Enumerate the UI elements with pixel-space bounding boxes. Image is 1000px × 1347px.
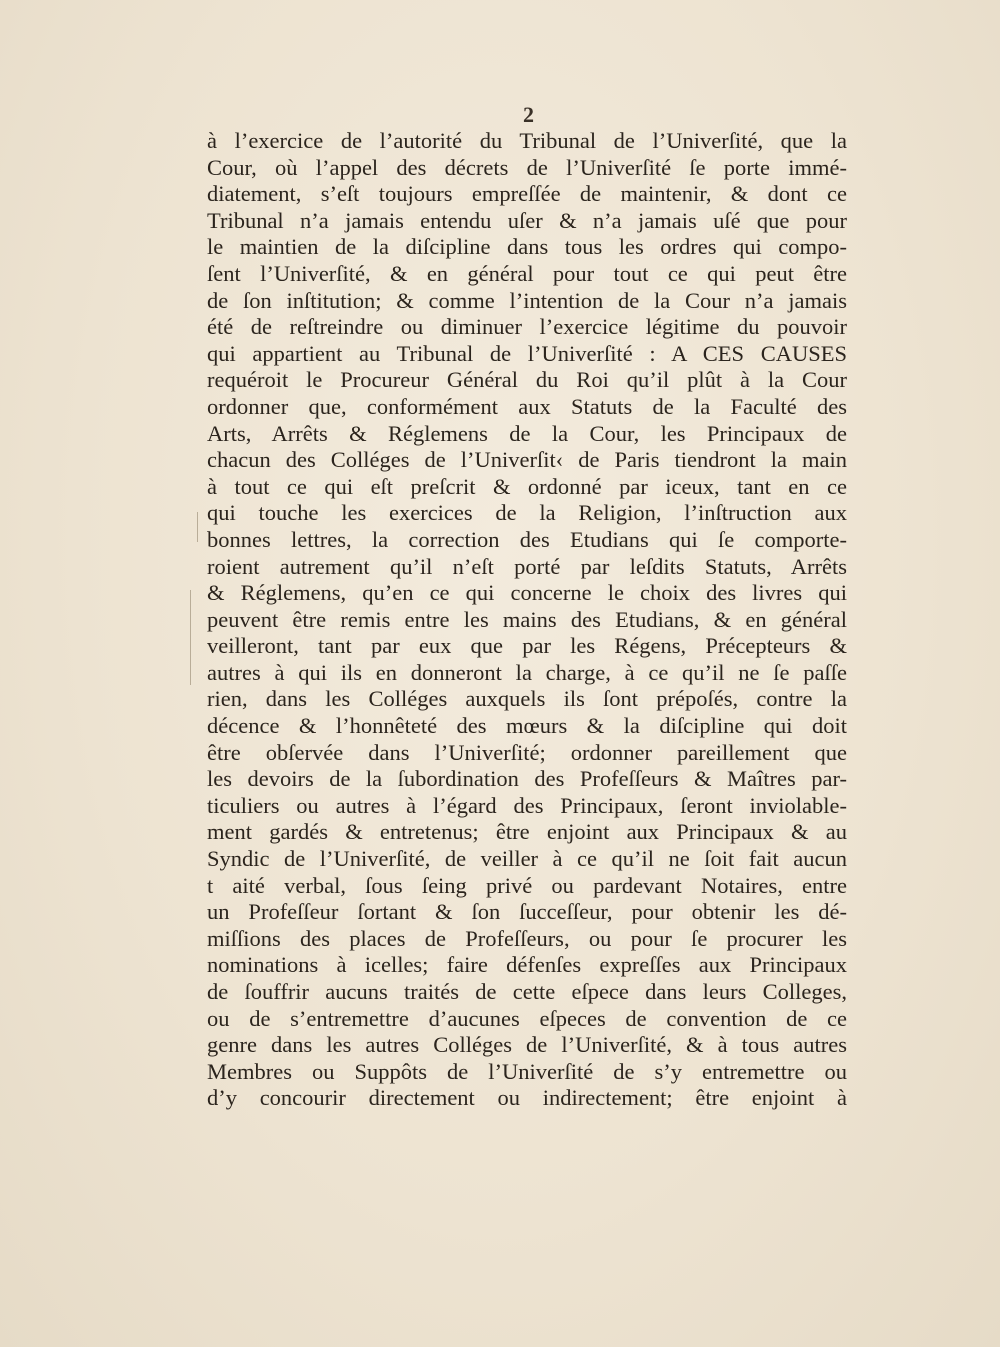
text-line: chacun des Colléges de l’Univerſit‹ de Paris tiendront la main bbox=[207, 447, 847, 473]
text-line: ticuliers ou autres à l’égard des Principaux, ſeront inviolable- bbox=[207, 792, 847, 818]
text-line: bonnes lettres, la correction des Etudians qui ſe comporte- bbox=[207, 526, 847, 552]
text-line: de ſouffrir aucuns traités de cette eſpece dans leurs Colleges, bbox=[207, 979, 847, 1004]
margin-mark-middle bbox=[190, 590, 191, 685]
text-line: ſent l’Univerſité, & en général pour tout ce qui peut être bbox=[207, 260, 847, 286]
text-line: les devoirs de la ſubordination des Profeſſeurs & Maîtres par- bbox=[207, 766, 847, 792]
text-line: & Réglemens, qu’en ce qui concerne le choix des livres qui bbox=[207, 580, 847, 606]
text-line: veilleront, tant par eux que par les Régens, Précepteurs & bbox=[207, 633, 847, 659]
text-line: roient autrement qu’il n’eſt porté par leſdits Statuts, Arrêts bbox=[207, 553, 847, 579]
text-line: t aité verbal, ſous ſeing privé ou pardevant Notaires, entre bbox=[207, 872, 847, 898]
page-number: 2 bbox=[523, 102, 535, 127]
text-line: ordonner que, conformément aux Statuts de la Faculté des bbox=[207, 393, 847, 419]
text-line: requéroit le Procureur Général du Roi qu’il plût à la Cour bbox=[207, 367, 847, 393]
text-line: Tribunal n’a jamais entendu uſer & n’a jamais uſé que pour bbox=[207, 207, 847, 233]
text-line: à tout ce qui eſt preſcrit & ordonné par iceux, tant en ce bbox=[207, 473, 847, 499]
text-line: décence & l’honnêteté des mœurs & la diſcipline qui doit bbox=[207, 713, 847, 739]
text-line: ou de s’entremettre d’aucunes eſpeces de convention de ce bbox=[207, 1005, 847, 1031]
text-line: le maintien de la diſcipline dans tous les ordres qui compo- bbox=[207, 234, 847, 260]
text-line: diatement, s’eſt toujours empreſſée de maintenir, & dont ce bbox=[207, 181, 847, 207]
text-line: ment gardés & entretenus; être enjoint aux Principaux & au bbox=[207, 819, 847, 845]
text-line: genre dans les autres Colléges de l’Univerſité, & à tous autres bbox=[207, 1032, 847, 1058]
text-line: être obſervée dans l’Univerſité; ordonner pareillement que bbox=[207, 739, 847, 765]
text-line: Membres ou Suppôts de l’Univerſité de s’y entremettre ou bbox=[207, 1058, 847, 1084]
text-line: qui touche les exercices de la Religion, l’inſtruction aux bbox=[207, 500, 847, 526]
text-line: un Profeſſeur ſortant & ſon ſucceſſeur, pour obtenir les dé- bbox=[207, 899, 847, 925]
body-text bbox=[207, 128, 847, 1112]
text-line: rien, dans les Colléges auxquels ils ſont prépoſés, contre la bbox=[207, 686, 847, 712]
text-line: Syndic de l’Univerſité, de veiller à ce qu’il ne ſoit fait aucun bbox=[207, 846, 847, 872]
text-line: de ſon inſtitution; & comme l’intention de la Cour n’a jamais bbox=[207, 287, 847, 313]
text-line: qui appartient au Tribunal de l’Univerſité : A CES CAUSES bbox=[207, 340, 847, 366]
margin-mark-top bbox=[197, 512, 198, 542]
text-line: été de reſtreindre ou diminuer l’exercice légitime du pouvoir bbox=[207, 314, 847, 340]
text-line: miſſions des places de Profeſſeurs, ou pour ſe procurer les bbox=[207, 925, 847, 951]
text-line: Cour, où l’appel des décrets de l’Univerſité ſe porte immé- bbox=[207, 154, 847, 180]
text-line: Arts, Arrêts & Réglemens de la Cour, les Principaux de bbox=[207, 420, 847, 446]
text-line: nominations à icelles; faire défenſes expreſſes aux Principaux bbox=[207, 952, 847, 978]
text-line: autres à qui ils en donneront la charge, à ce qu’il ne ſe paſſe bbox=[207, 659, 847, 685]
text-line: à l’exercice de l’autorité du Tribunal de l’Univerſité, que la bbox=[207, 128, 847, 153]
text-line: d’y concourir directement ou indirectement; être enjoint à bbox=[207, 1085, 847, 1111]
text-line: peuvent être remis entre les mains des Etudians, & en général bbox=[207, 606, 847, 632]
